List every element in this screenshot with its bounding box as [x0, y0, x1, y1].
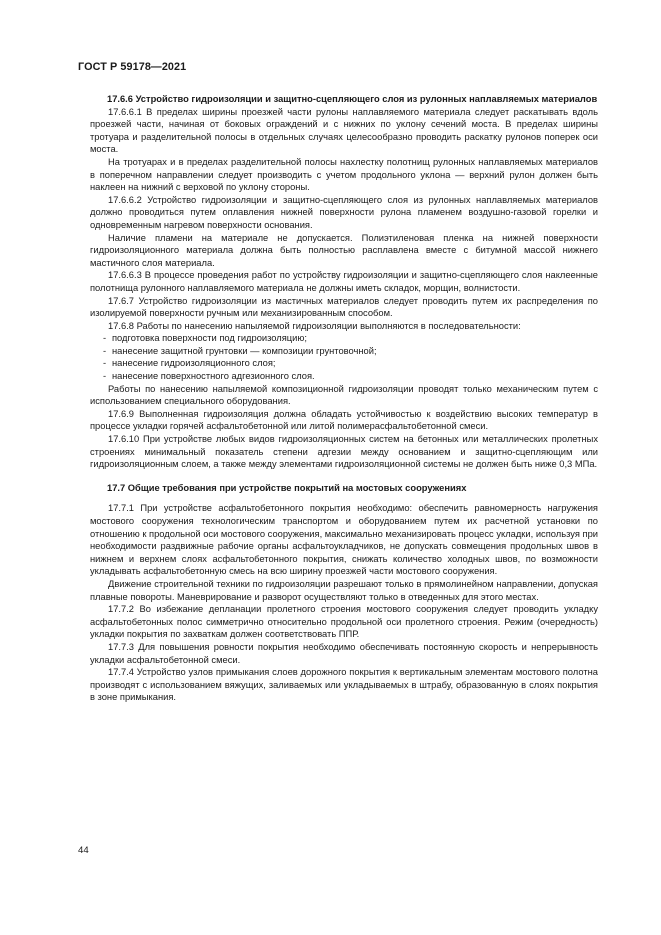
paragraph: 17.7.2 Во избежание депланации пролетного строения мостового сооружения следует проводить укладку асфальтобетонных полос симметрично относительно продольной оси пролетного строения. Режим (очередность) укладки покрытия по захваткам должен соответствовать ППР. [90, 604, 598, 640]
paragraph: 17.7.1 При устройстве асфальтобетонного покрытия необходимо: обеспечить равномерность нагружения мостового сооружения технологическим транспортом и оборудованием путем их расчетной установки по отношению к продольной оси мостового сооружения, максимально механизировать процесс укладки, используя при необходимости раздвижные рабочие органы асфальтоукладчиков, не допускать совмещения продольных швов в нижнем и верхнем слоях асфальтобетонного покрытия, снижать количество холодных швов, по возможности укладывать асфальтобетонную смесь на всю ширину проезжей части мостового сооружения. [90, 503, 598, 577]
section-heading: 17.6.6 Устройство гидроизоляции и защитно-сцепляющего слоя из рулонных наплавляемых материалов [107, 94, 598, 104]
document-header: ГОСТ Р 59178—2021 [78, 61, 187, 73]
paragraph: 17.6.6.2 Устройство гидроизоляции и защитно-сцепляющего слоя из рулонных наплавляемых материалов должно проводиться путем оплавления нижней поверхности рулона пламенем воздушно-газовой горелки и одновременным нагревом поверхности основания. [90, 194, 598, 230]
paragraph: 17.7.3 Для повышения ровности покрытия необходимо обеспечивать постоянную скорость и непрерывность укладки асфальтобетонной смеси. [90, 641, 598, 665]
paragraph: Наличие пламени на материале не допускается. Полиэтиленовая пленка на нижней поверхности гидроизоляционного материала должна быть полностью расплавлена вместе с битумной массой нижнего мастичного слоя материала. [90, 232, 598, 268]
list-dash: - [103, 371, 107, 382]
list-dash: - [103, 333, 107, 344]
paragraph: 17.6.8 Работы по нанесению напыляемой гидроизоляции выполняются в последовательности: [108, 320, 521, 331]
list-item [90, 345, 598, 358]
list-item-text: нанесение защитной грунтовки — композиции грунтовочной; [112, 345, 377, 356]
page-number: 44 [78, 845, 89, 856]
paragraph: 17.6.10 При устройстве любых видов гидроизоляционных систем на бетонных или металлических пролетных строениях минимальный показатель степени адгезии между основанием и защитно-сцепляющим или гидроизоляционным слоем, а также между элементами гидроизоляционной системы не должен быть ниже 0,3 МПа. [90, 434, 598, 470]
list-item [90, 332, 598, 345]
paragraph: На тротуарах и в пределах разделительной полосы нахлестку полотнищ рулонных наплавляемых материалов в поперечном направлении следует производить с учетом продольного уклона — верхний рулон должен быть наклеен на нижний с верховой по уклону стороны. [90, 156, 598, 193]
list-dash: - [103, 345, 107, 356]
document-body [90, 93, 598, 704]
list-item-text: нанесение поверхностного адгезионного слоя. [112, 371, 315, 382]
section-heading: 17.7 Общие требования при устройстве покрытий на мостовых сооружениях [107, 482, 467, 493]
list-dash: - [103, 358, 107, 369]
paragraph: 17.6.7 Устройство гидроизоляции из мастичных материалов следует проводить путем их распределения по изолируемой поверхности ручным или механизированным способом. [90, 295, 598, 319]
paragraph: 17.6.9 Выполненная гидроизоляция должна обладать устойчивостью к воздействию высоких температур в процессе укладки горячей асфальтобетонной или литой полимерасфальтобетонной смеси. [90, 408, 598, 432]
paragraph: 17.6.6.1 В пределах ширины проезжей части рулоны наплавляемого материала следует раскатывать вдоль проезжей части, начиная от боковых ограждений и с нижних по уклону сечений моста. В пределах ширины тротуара и разделительной полосы в отдельных случаях целесообразно проводить раскатку рулонов поперек оси моста. [90, 106, 598, 155]
list-item-text: подготовка поверхности под гидроизоляцию; [112, 333, 307, 344]
list-item-text: нанесение гидроизоляционного слоя; [112, 358, 276, 369]
paragraph: Работы по нанесению напыляемой композиционной гидроизоляции проводят только механическим путем с использованием специального оборудования. [90, 383, 598, 407]
list-item [90, 370, 598, 383]
paragraph: 17.6.6.3 В процессе проведения работ по устройству гидроизоляции и защитно-сцепляющего слоя наклеенные полотнища рулонного наплавляемого материала не должны иметь складок, морщин, волнистости. [90, 270, 598, 293]
paragraph: 17.7.4 Устройство узлов примыкания слоев дорожного покрытия к вертикальным элементам мостового полотна производят с использованием вяжущих, заливаемых или укладываемых в штрабу, образованную в слоях покрытия в зоне примыкания. [90, 667, 598, 703]
list-item [90, 357, 598, 370]
paragraph: Движение строительной техники по гидроизоляции разрешают только в прямолинейном направлении, допуская плавные повороты. Маневрирование и разворот осуществляют только в отведенных для этого местах. [90, 578, 598, 602]
